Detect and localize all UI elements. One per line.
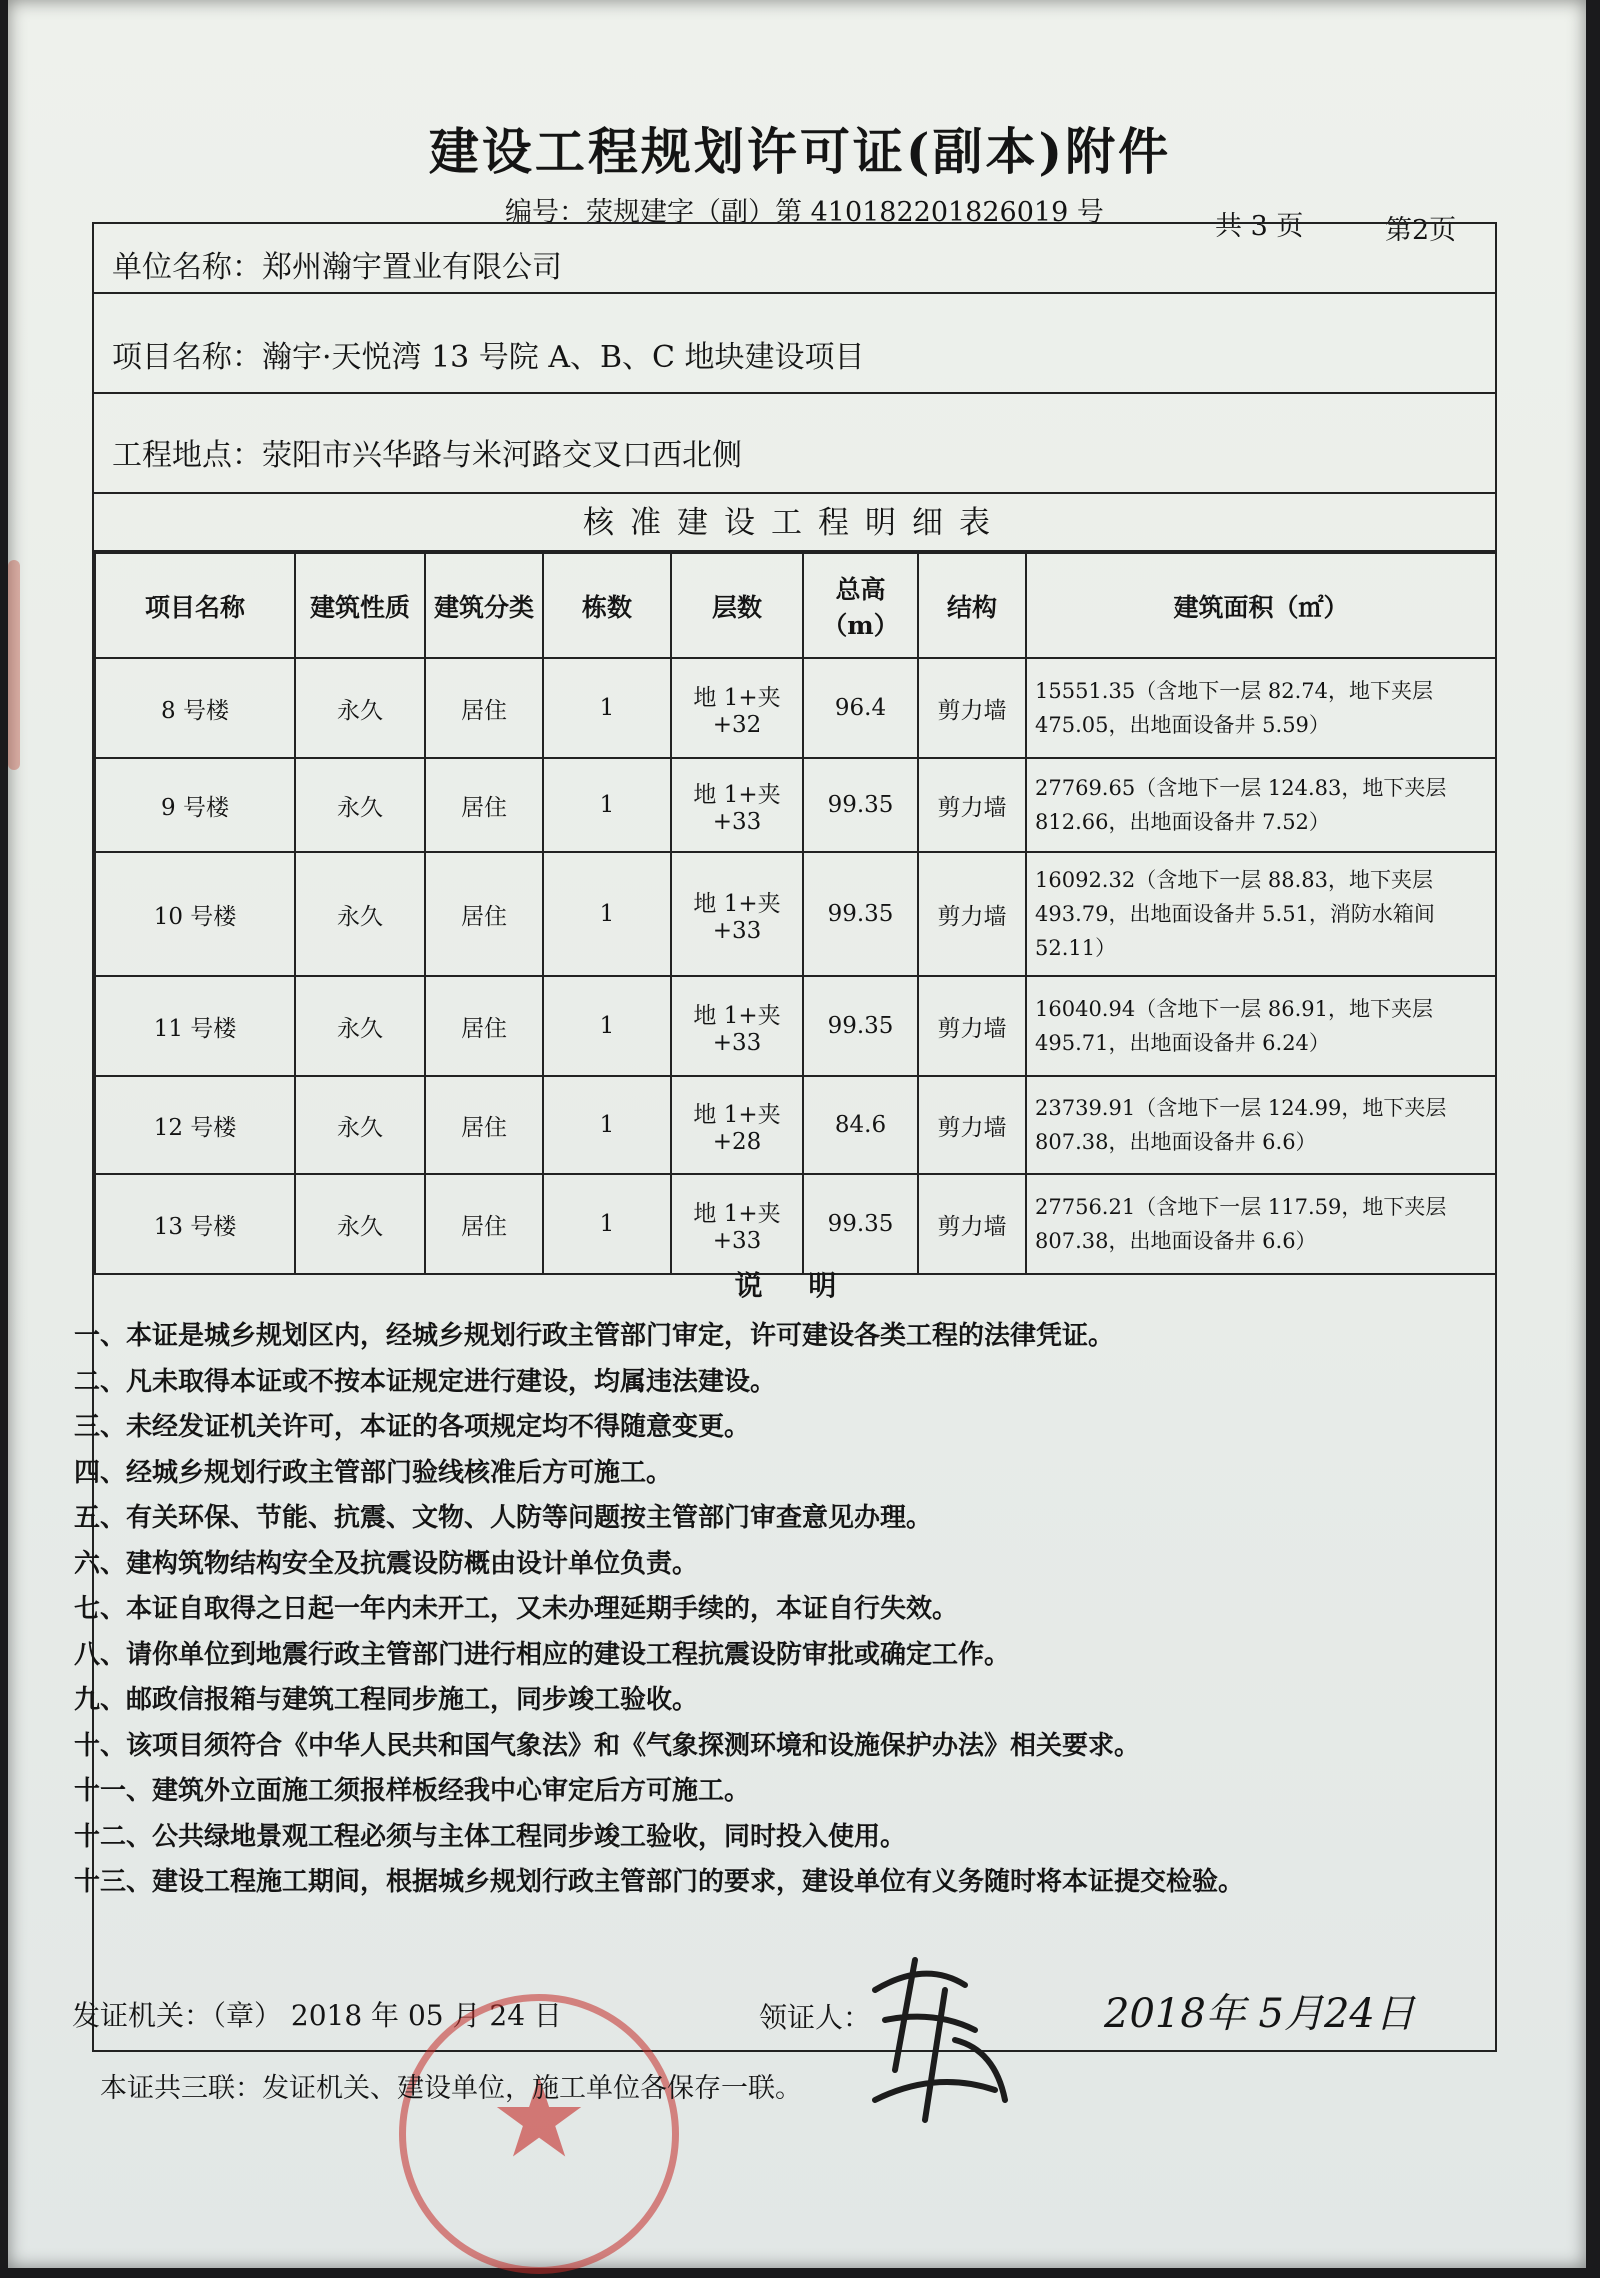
project-row <box>94 294 1495 394</box>
note-item: 七、本证自取得之日起一年内未开工，又未办理延期手续的，本证自行失效。 <box>74 1594 959 1624</box>
cell-structure: 剪力墙 <box>918 1076 1026 1174</box>
unit-name: 单位名称：郑州瀚宇置业有限公司 <box>112 250 562 285</box>
table-title: 核准建设工程明细表 <box>94 494 1495 552</box>
cell-height: 99.35 <box>803 852 918 976</box>
cell-structure: 剪力墙 <box>918 1174 1026 1274</box>
note-item: 十三、建设工程施工期间，根据城乡规划行政主管部门的要求，建设单位有义务随时将本证提交检验。 <box>74 1867 1245 1897</box>
signature <box>855 1950 1025 2130</box>
cell-nature: 永久 <box>295 758 425 852</box>
cell-structure: 剪力墙 <box>918 658 1026 758</box>
cell-category: 居住 <box>425 1174 543 1274</box>
cell-area: 15551.35（含地下一层 82.74，地下夹层 475.05，出地面设备井 5.59） <box>1026 658 1496 758</box>
cell-structure: 剪力墙 <box>918 758 1026 852</box>
cell-count: 1 <box>543 1174 671 1274</box>
table-row <box>95 852 1496 976</box>
table-row <box>95 1174 1496 1274</box>
table-row <box>95 1076 1496 1174</box>
note-item: 十一、建筑外立面施工须报样板经我中心审定后方可施工。 <box>74 1776 751 1806</box>
note-item: 八、请你单位到地震行政主管部门进行相应的建设工程抗震设防审批或确定工作。 <box>74 1639 1011 1670</box>
seal-edge-mark <box>8 560 20 770</box>
cell-area: 23739.91（含地下一层 124.99，地下夹层 807.38，出地面设备井 6.6） <box>1026 1076 1496 1174</box>
cell-category: 居住 <box>425 1076 543 1174</box>
cell-structure: 剪力墙 <box>918 976 1026 1076</box>
cell-area: 27756.21（含地下一层 117.59，地下夹层 807.38，出地面设备井 6.6） <box>1026 1174 1496 1274</box>
cell-nature: 永久 <box>295 976 425 1076</box>
issuing-authority: 发证机关：（章） 2018 年 05 月 24 日 <box>72 1999 562 2032</box>
cell-nature: 永久 <box>295 1076 425 1174</box>
cell-name: 13 号楼 <box>95 1174 295 1274</box>
cell-floors: 地 1+夹+33 <box>671 976 803 1076</box>
note-item: 六、建构筑物结构安全及抗震设防概由设计单位负责。 <box>74 1548 699 1579</box>
cell-nature: 永久 <box>295 1174 425 1274</box>
cell-floors: 地 1+夹+33 <box>671 852 803 976</box>
note-item: 三、未经发证机关许可，本证的各项规定均不得随意变更。 <box>74 1412 751 1442</box>
cell-name: 9 号楼 <box>95 758 295 852</box>
cell-height: 99.35 <box>803 976 918 1076</box>
cell-category: 居住 <box>425 658 543 758</box>
header-count: 栋数 <box>543 553 671 658</box>
cell-floors: 地 1+夹+33 <box>671 758 803 852</box>
header-project-name: 项目名称 <box>95 553 295 658</box>
notes-heading: 说 明 <box>734 1269 855 1302</box>
table-row <box>95 758 1496 852</box>
cell-nature: 永久 <box>295 852 425 976</box>
unit-row <box>94 224 1495 294</box>
location-row <box>94 394 1495 494</box>
header-height: 总高（m） <box>803 553 918 658</box>
cell-area: 27769.65（含地下一层 124.83，地下夹层 812.66，出地面设备井 7.52） <box>1026 758 1496 852</box>
official-seal <box>399 1994 679 2274</box>
note-item: 五、有关环保、节能、抗震、文物、人防等问题按主管部门审查意见办理。 <box>74 1503 933 1533</box>
notes-list <box>74 1314 1504 1906</box>
cell-floors: 地 1+夹+28 <box>671 1076 803 1174</box>
receiver-label: 领证人： <box>759 2001 872 2034</box>
note-item: 四、经城乡规划行政主管部门验线核准后方可施工。 <box>74 1457 673 1488</box>
note-item: 十、该项目须符合《中华人民共和国气象法》和《气象探测环境和设施保护办法》相关要求。 <box>74 1730 1141 1761</box>
header-category: 建筑分类 <box>425 553 543 658</box>
detail-table <box>94 552 1497 1275</box>
table-header-row <box>95 553 1496 658</box>
header-structure: 结构 <box>918 553 1026 658</box>
document-title: 建设工程规划许可证(副本)附件 <box>428 122 1172 181</box>
cell-height: 99.35 <box>803 758 918 852</box>
cell-count: 1 <box>543 852 671 976</box>
cell-name: 12 号楼 <box>95 1076 295 1174</box>
cell-floors: 地 1+夹+33 <box>671 1174 803 1274</box>
page-current: 第2页 <box>1385 215 1457 246</box>
cell-area: 16040.94（含地下一层 86.91，地下夹层 495.71，出地面设备井 6.24） <box>1026 976 1496 1076</box>
cell-count: 1 <box>543 658 671 758</box>
cell-category: 居住 <box>425 758 543 852</box>
cell-name: 11 号楼 <box>95 976 295 1076</box>
table-row <box>95 658 1496 758</box>
seal-star-icon: ★ <box>489 2054 589 2183</box>
note-item: 十二、公共绿地景观工程必须与主体工程同步竣工验收，同时投入使用。 <box>74 1821 907 1852</box>
cell-count: 1 <box>543 758 671 852</box>
cell-area: 16092.32（含地下一层 88.83，地下夹层 493.79，出地面设备井 5.51，消防水箱间 52.11） <box>1026 852 1496 976</box>
page-total: 共 3 页 <box>1215 211 1304 242</box>
cell-category: 居住 <box>425 852 543 976</box>
cell-height: 84.6 <box>803 1076 918 1174</box>
cell-structure: 剪力墙 <box>918 852 1026 976</box>
cell-count: 1 <box>543 1076 671 1174</box>
note-item: 一、本证是城乡规划区内，经城乡规划行政主管部门审定，许可建设各类工程的法律凭证。 <box>74 1321 1115 1351</box>
copies-note: 本证共三联：发证机关、建设单位，施工单位各保存一联。 <box>100 2073 802 2104</box>
project-name: 项目名称：瀚宇·天悦湾 13 号院 A、B、C 地块建设项目 <box>112 340 865 375</box>
note-item: 二、凡未取得本证或不按本证规定进行建设，均属违法建设。 <box>74 1366 777 1397</box>
header-floors: 层数 <box>671 553 803 658</box>
table-row <box>95 976 1496 1076</box>
cell-height: 96.4 <box>803 658 918 758</box>
certificate-number: 编号：荥规建字（副）第 410182201826019 号 <box>505 197 1104 228</box>
cell-nature: 永久 <box>295 658 425 758</box>
note-item: 九、邮政信报箱与建筑工程同步施工，同步竣工验收。 <box>74 1685 699 1715</box>
cell-height: 99.35 <box>803 1174 918 1274</box>
cell-name: 10 号楼 <box>95 852 295 976</box>
project-location: 工程地点：荥阳市兴华路与米河路交叉口西北侧 <box>112 438 742 473</box>
handwritten-date: 2018年 5月24日 <box>1104 1991 1415 2037</box>
cell-name: 8 号楼 <box>95 658 295 758</box>
cell-count: 1 <box>543 976 671 1076</box>
cell-category: 居住 <box>425 976 543 1076</box>
cell-floors: 地 1+夹+32 <box>671 658 803 758</box>
header-nature: 建筑性质 <box>295 553 425 658</box>
header-area: 建筑面积（㎡） <box>1026 553 1496 658</box>
